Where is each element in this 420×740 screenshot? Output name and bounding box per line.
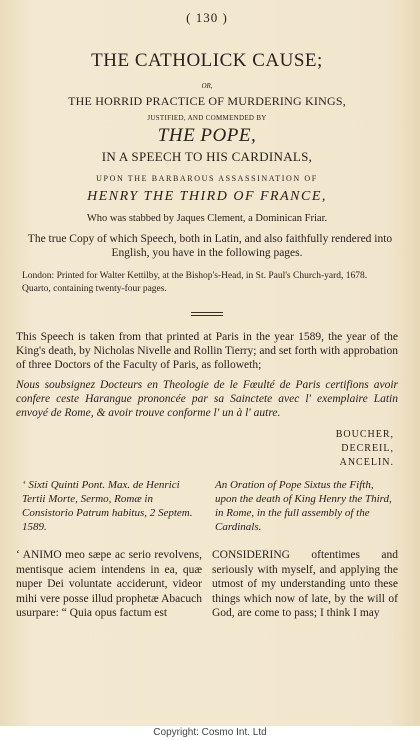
heading-columns bbox=[16, 478, 398, 534]
signers-block bbox=[16, 428, 398, 470]
signer-name: ANCELIN. bbox=[339, 457, 394, 468]
copyright-footer: Copyright: Cosmo Int. Ltd bbox=[0, 726, 420, 740]
henry-heading: HENRY THE THIRD OF FRANCE, bbox=[87, 189, 327, 204]
justified-line: JUSTIFIED, AND COMMENDED BY bbox=[147, 114, 267, 122]
imprint-paragraph: London: Printed for Walter Kettilby, at the Bishop's-Head, in St. Paul's Church-yard, 1678. Quarto, containing twenty-four pages. bbox=[22, 271, 368, 294]
page-title: THE CATHOLICK CAUSE; bbox=[91, 50, 323, 71]
latin-heading: ‘ Sixti Quinti Pont. Max. de Henrici Tertii Morte, Sermo, Romæ in Consistorio Patrum habitus, 2 Septem. 1589. bbox=[22, 479, 193, 533]
english-text: CONSIDERING oftentimes and seriously with myself, and applying the utmost of my understanding unto these things which now of late, by the will of God, are come to pass; I think I may bbox=[212, 549, 398, 619]
french-paragraph: Nous soubsignez Docteurs en Theologie de le Fœulté de Paris certifions avoir confere ceste Harangue prononcée par sa Sainctete avec l' exemplaire Latin envoyé de Rome, & avoir trouve conforme l' un à l' autre. bbox=[16, 379, 398, 419]
latin-text: ‘ ANIMO meo sæpe ac serio revolvens, mentisque aciem intendens in ea, quæ nuper Dei voluntate acciderunt, videor mihi vere posse illud prophetæ Abacuch usurpare: “ Quia opus factum est bbox=[16, 549, 202, 619]
signer-name: DECREIL, bbox=[341, 443, 394, 454]
stabbed-line: Who was stabbed by Jaques Clement, a Dominican Friar. bbox=[86, 213, 328, 224]
double-rule-divider bbox=[191, 312, 223, 316]
signer-name: BOUCHER, bbox=[335, 429, 394, 440]
intro-paragraph: This Speech is taken from that printed at Paris in the year 1589, the year of the King's death, by Nicholas Nivelle and Rollin Tierry; and set forth with approbation of three Doctors of the Faculty of Paris, as followeth; bbox=[16, 331, 398, 371]
text-columns bbox=[16, 548, 398, 621]
english-heading: An Oration of Pope Sixtus the Fifth, upon the death of King Henry the Third, in Rome, in the full assembly of the Cardinals. bbox=[215, 479, 392, 533]
upon-line: UPON THE BARBAROUS ASSASSINATION OF bbox=[96, 174, 318, 183]
or-line: OR, bbox=[201, 82, 213, 90]
speech-heading: IN A SPEECH TO HIS CARDINALS, bbox=[101, 149, 313, 164]
subtitle: THE HORRID PRACTICE OF MURDERING KINGS, bbox=[68, 94, 346, 108]
page-number: ( 130 ) bbox=[186, 10, 228, 25]
true-copy-paragraph: The true Copy of which Speech, both in Latin, and also faithfully rendered into English, you have in the following pages. bbox=[27, 233, 393, 259]
pope-heading: THE POPE, bbox=[157, 125, 257, 146]
